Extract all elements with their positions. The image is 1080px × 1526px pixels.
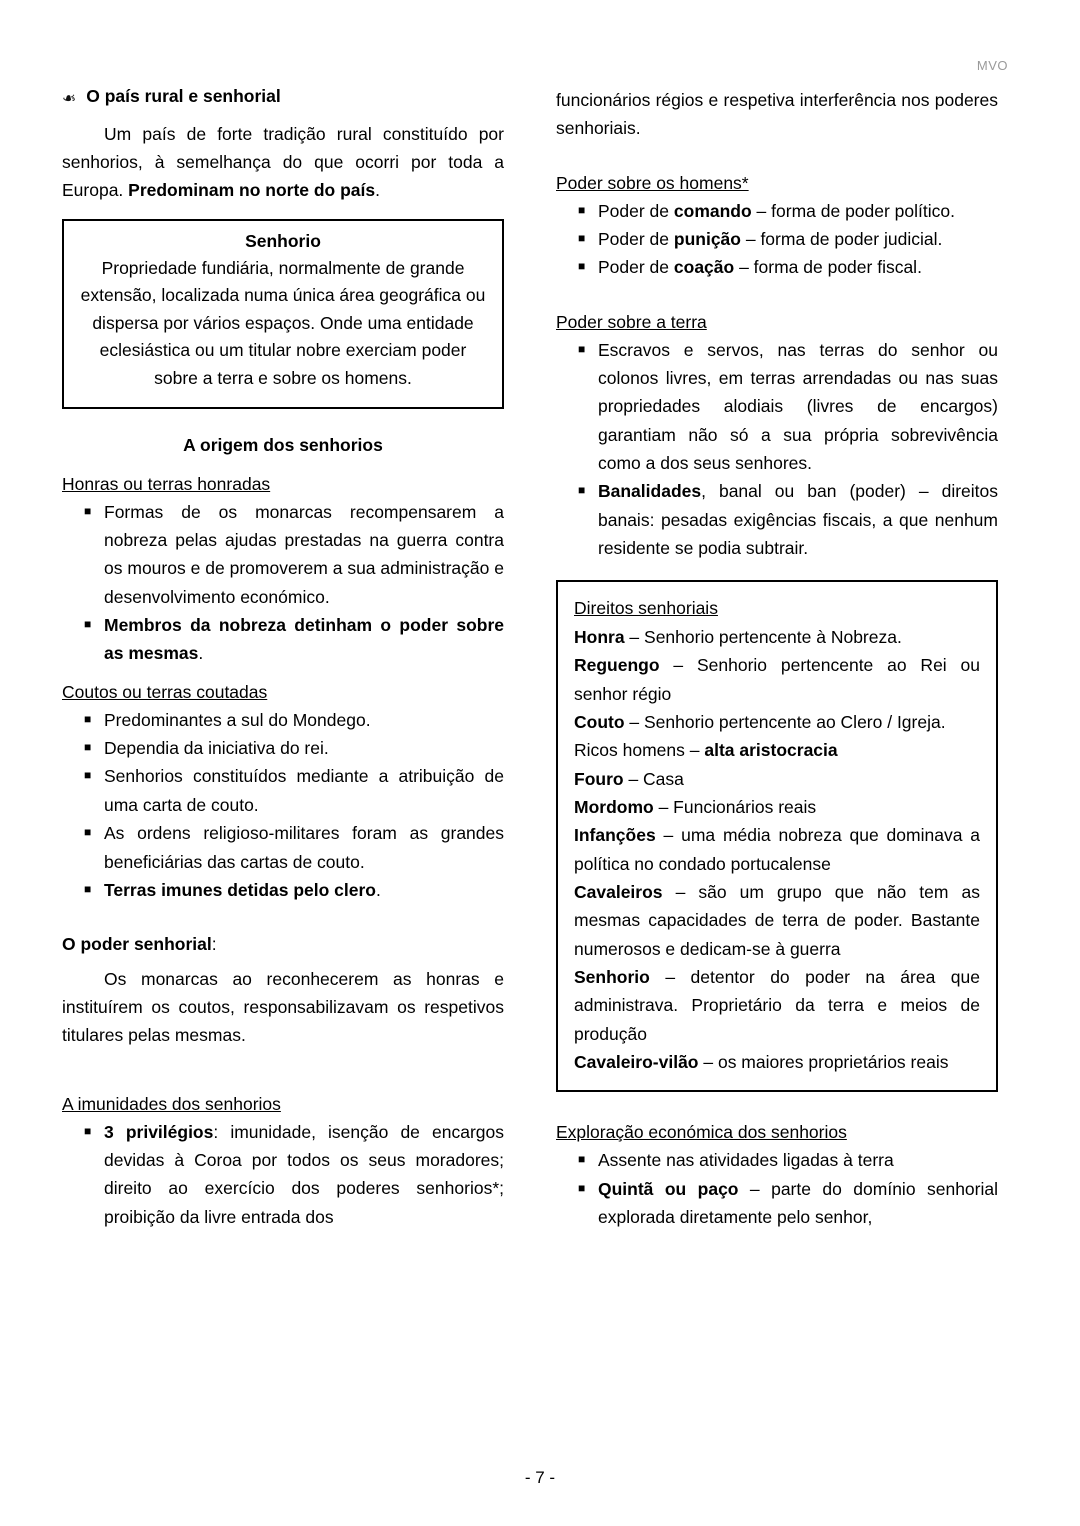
direitos-definition: – Funcionários reais <box>653 796 817 817</box>
homens-bullet-1-pre: Poder de <box>598 200 674 221</box>
coutos-subheading: Coutos ou terras coutadas <box>62 681 268 702</box>
imunidades-bullet-1-rest: : imunidade, isenção de encargos devidas à Coroa por todos os seus moradores; direito ao exercício dos poderes senhorios*; proibição da livre entrada dos <box>104 1121 504 1227</box>
homens-bullet-1-post: – forma de poder político. <box>751 200 955 221</box>
intro-emphasis: Predominam no norte do país <box>128 180 376 201</box>
poder-senhorial-heading <box>62 930 504 958</box>
square-bullet-icon: ■ <box>84 881 92 896</box>
direitos-line <box>574 651 980 708</box>
square-bullet-icon: ■ <box>578 341 586 356</box>
coutos-bullet-5-end: . <box>376 879 381 900</box>
intro-paragraph <box>62 120 504 205</box>
homens-bullet-2-post: – forma de poder judicial. <box>740 229 943 250</box>
direitos-term: Couto <box>574 711 625 732</box>
honras-bullet-2-bold: Membros da nobreza detinham o poder sobre as mesmas <box>104 615 504 664</box>
honras-bullet-2 <box>104 611 504 668</box>
two-column-layout <box>62 86 1018 1231</box>
list-item <box>556 253 998 281</box>
square-bullet-icon: ■ <box>578 259 586 274</box>
coutos-bullet-5 <box>104 876 504 904</box>
header-watermark: MVO <box>976 58 1008 73</box>
list-item <box>556 336 998 478</box>
direitos-definition: – uma média nobreza que dominava a política no condado portucalense <box>574 825 980 874</box>
square-bullet-icon: ■ <box>578 483 586 498</box>
imunidades-bullet-1-bold: 3 privilégios <box>104 1121 214 1142</box>
list-item <box>62 611 504 668</box>
list-item <box>62 706 504 734</box>
direitos-definition: – Senhorio pertencente ao Clero / Igreja. <box>624 711 946 732</box>
list-item <box>62 1118 504 1231</box>
imunidades-bullet-1 <box>104 1118 504 1231</box>
direitos-term: Infanções <box>574 825 656 846</box>
direitos-line <box>574 793 980 821</box>
left-column <box>62 86 504 1231</box>
direitos-line <box>574 1048 980 1076</box>
square-bullet-icon: ■ <box>84 768 92 783</box>
direitos-term: Reguengo <box>574 655 660 676</box>
senhorio-box-body: Propriedade fundiária, normalmente de grande extensão, localizada numa única área geográfica ou dispersa por vários espaços. Onde uma entidade eclesiástica ou um titular nobre exerciam poder sobre a terra e sobre os homens. <box>80 257 486 389</box>
page-number: - 7 - <box>524 1468 556 1487</box>
direitos-line <box>574 963 980 1048</box>
poder-senhorial-title: O poder senhorial <box>62 934 212 955</box>
section-title: O país rural e senhorial <box>86 86 281 106</box>
direitos-line <box>574 878 980 963</box>
square-bullet-icon: ■ <box>578 202 586 217</box>
homens-bullet-2-bold: punição <box>673 229 741 250</box>
direitos-line <box>574 623 980 651</box>
direitos-definition: – são um grupo que não tem as mesmas capacidades de terra de poder. Bastante numerosos e dedicam-se à guerra <box>574 881 980 959</box>
list-item <box>62 734 504 762</box>
direitos-term: Senhorio <box>574 966 650 987</box>
continuation-paragraph: funcionários régios e respetiva interferência nos poderes senhoriais. <box>556 90 998 139</box>
direitos-line <box>574 708 980 736</box>
square-bullet-icon: ■ <box>578 1152 586 1167</box>
senhorio-box-title: Senhorio <box>245 230 321 251</box>
square-bullet-icon: ■ <box>84 617 92 632</box>
direitos-term: Honra <box>574 626 625 647</box>
section-heading-rural <box>62 86 504 112</box>
square-bullet-icon: ■ <box>578 1180 586 1195</box>
direitos-line <box>574 821 980 878</box>
poder-senhorial-colon: : <box>211 934 217 955</box>
exploracao-subheading: Exploração económica dos senhorios <box>556 1122 847 1143</box>
honras-subheading: Honras ou terras honradas <box>62 473 271 494</box>
exploracao-bullet-2 <box>598 1175 998 1232</box>
direitos-term: Cavaleiro-vilão <box>574 1051 699 1072</box>
intro-period: . <box>375 180 381 201</box>
direitos-definition: – Casa <box>623 768 684 789</box>
homens-bullet-3-pre: Poder de <box>598 257 674 278</box>
origin-heading: A origem dos senhorios <box>183 434 383 455</box>
senhorio-definition-box <box>62 219 504 409</box>
list-item <box>556 225 998 253</box>
direitos-term: Cavaleiros <box>574 881 663 902</box>
list-item <box>62 498 504 611</box>
direitos-line <box>574 736 980 764</box>
terra-bullet-2-rest: , banal ou ban (poder) – direitos banais: pesadas exigências fiscais, a que nenhum residente se podia subtrair. <box>598 481 998 559</box>
square-bullet-icon: ■ <box>84 1123 92 1138</box>
direitos-definition: – Senhorio pertencente à Nobreza. <box>624 626 902 647</box>
poder-homens-subheading: Poder sobre os homens* <box>556 172 749 193</box>
poder-terra-subheading: Poder sobre a terra <box>556 311 707 332</box>
leaf-icon: ❧ <box>62 89 77 108</box>
direitos-definition: – os maiores proprietários reais <box>698 1051 949 1072</box>
coutos-bullet-1: Predominantes a sul do Mondego. <box>104 709 371 730</box>
exploracao-bullet-1: Assente nas atividades ligadas à terra <box>598 1150 894 1171</box>
direitos-line <box>574 765 980 793</box>
exploracao-bullet-2-bold: Quintã ou paço <box>598 1178 739 1199</box>
list-item <box>556 477 998 562</box>
direitos-definition: – detentor do poder na área que administrava. Proprietário da terra e meios de produção <box>574 966 980 1044</box>
list-item <box>62 819 504 876</box>
direitos-box-title: Direitos senhoriais <box>574 598 718 619</box>
coutos-bullet-4: As ordens religioso-militares foram as grandes beneficiárias das cartas de couto. <box>104 823 504 872</box>
square-bullet-icon: ■ <box>84 740 92 755</box>
terra-bullet-2-bold: Banalidades <box>598 481 702 502</box>
exploracao-bullet-2-rest: – parte do domínio senhorial explorada diretamente pelo senhor, <box>598 1178 998 1227</box>
coutos-bullet-3: Senhorios constituídos mediante a atribuição de uma carta de couto. <box>104 766 504 815</box>
coutos-bullet-2: Dependia da iniciativa do rei. <box>104 738 329 759</box>
square-bullet-icon: ■ <box>578 231 586 246</box>
honras-bullet-2-end: . <box>198 643 204 664</box>
coutos-bullet-5-bold: Terras imunes detidas pelo clero <box>104 879 376 900</box>
list-item <box>62 876 504 904</box>
homens-bullet-3-post: – forma de poder fiscal. <box>734 257 922 278</box>
direitos-senhoriais-box <box>556 580 998 1092</box>
poder-senhorial-body: Os monarcas ao reconhecerem as honras e instituírem os coutos, responsabilizavam os respetivos titulares pelas mesmas. <box>62 968 504 1046</box>
list-item <box>62 762 504 819</box>
direitos-term: Ricos homens <box>574 740 685 761</box>
direitos-term: Mordomo <box>574 796 654 817</box>
homens-bullet-2-pre: Poder de <box>598 229 674 250</box>
list-item <box>556 1175 998 1232</box>
terra-bullet-2 <box>598 477 998 562</box>
direitos-definition: – Senhorio pertencente ao Rei ou senhor régio <box>574 655 980 704</box>
honras-bullet-1: Formas de os monarcas recompensarem a nobreza pelas ajudas prestadas na guerra contra os mouros e de promoverem a sua administração e desenvolvimento económico. <box>104 501 504 607</box>
list-item <box>556 1146 998 1174</box>
square-bullet-icon: ■ <box>84 711 92 726</box>
right-column <box>556 86 998 1231</box>
homens-bullet-2 <box>598 225 998 253</box>
imunidades-subheading: A imunidades dos senhorios <box>62 1093 281 1114</box>
list-item <box>556 197 998 225</box>
square-bullet-icon: ■ <box>84 503 92 518</box>
intro-text: Um país de forte tradição rural constituído por senhorios, à semelhança do que ocorri por toda a Europa. <box>62 123 504 201</box>
homens-bullet-1-bold: comando <box>673 200 752 221</box>
homens-bullet-3 <box>598 253 998 281</box>
homens-bullet-1 <box>598 197 998 225</box>
homens-bullet-3-bold: coação <box>673 257 735 278</box>
direitos-definition: – alta aristocracia <box>684 740 838 761</box>
terra-bullet-1: Escravos e servos, nas terras do senhor ou colonos livres, em terras arrendadas ou nas suas propriedades alodiais (livres de encargos) garantiam não só a sua própria sobrevivência como a dos seus senhores. <box>598 339 998 474</box>
direitos-term: Fouro <box>574 768 624 789</box>
square-bullet-icon: ■ <box>84 825 92 840</box>
direitos-list <box>574 623 980 1077</box>
